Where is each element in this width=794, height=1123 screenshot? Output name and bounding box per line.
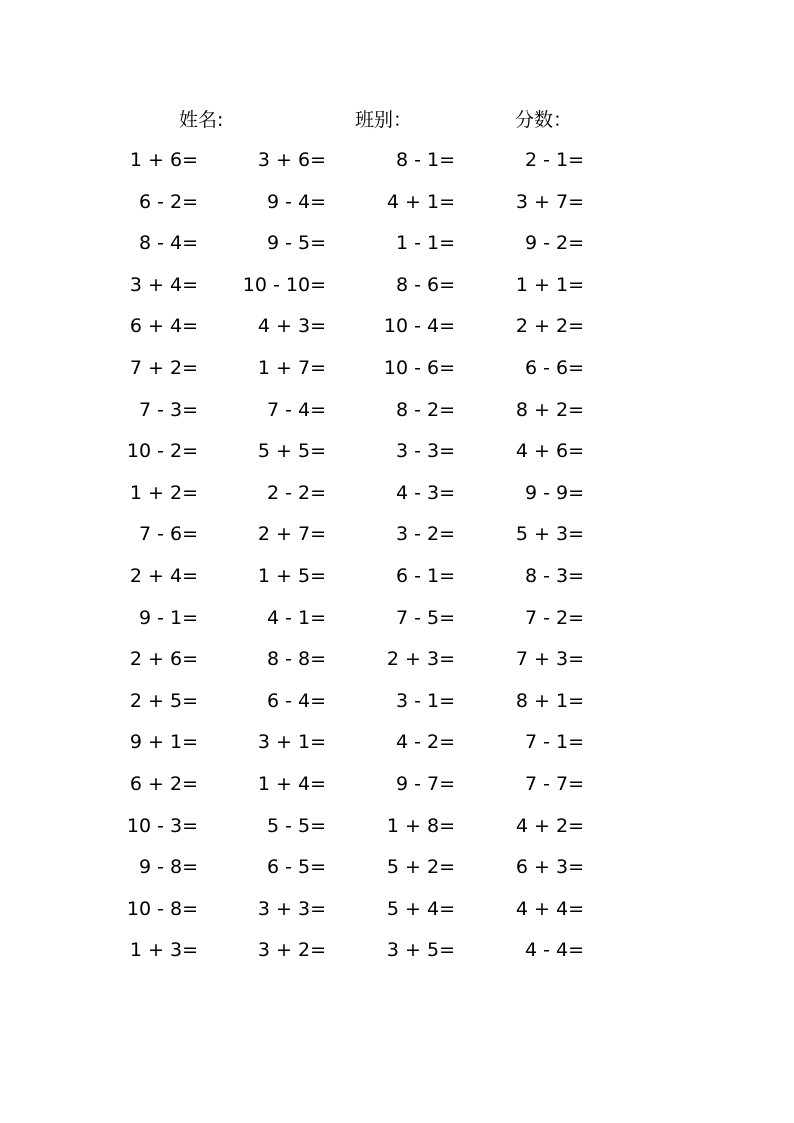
problem-r15-c4: 7 - 1= xyxy=(524,731,584,753)
problem-r10-c2: 2 + 7= xyxy=(257,523,326,545)
problem-r10-c1: 7 - 6= xyxy=(138,523,198,545)
problem-r15-c2: 3 + 1= xyxy=(257,731,326,753)
problem-r13-c2: 8 - 8= xyxy=(266,648,326,670)
problem-r5-c1: 6 + 4= xyxy=(129,315,198,337)
problem-r7-c3: 8 - 2= xyxy=(395,399,455,421)
problem-r12-c1: 9 - 1= xyxy=(138,607,198,629)
problem-r4-c2: 10 - 10= xyxy=(242,274,326,296)
problem-r16-c3: 9 - 7= xyxy=(395,773,455,795)
problem-r1-c1: 1 + 6= xyxy=(129,149,198,171)
problem-r4-c1: 3 + 4= xyxy=(129,274,198,296)
problem-r12-c4: 7 - 2= xyxy=(524,607,584,629)
problem-r14-c3: 3 - 1= xyxy=(395,690,455,712)
problem-r19-c3: 5 + 4= xyxy=(386,898,455,920)
problem-r3-c4: 9 - 2= xyxy=(524,232,584,254)
problem-r17-c4: 4 + 2= xyxy=(515,815,584,837)
problem-r10-c3: 3 - 2= xyxy=(395,523,455,545)
problem-r18-c1: 9 - 8= xyxy=(138,856,198,878)
problem-r13-c1: 2 + 6= xyxy=(129,648,198,670)
problem-r16-c4: 7 - 7= xyxy=(524,773,584,795)
problem-r20-c4: 4 - 4= xyxy=(524,939,584,961)
problem-r2-c2: 9 - 4= xyxy=(266,191,326,213)
problem-r12-c2: 4 - 1= xyxy=(266,607,326,629)
problem-r17-c2: 5 - 5= xyxy=(266,815,326,837)
problem-r11-c3: 6 - 1= xyxy=(395,565,455,587)
score-label: 分数： xyxy=(515,109,573,131)
problem-r20-c3: 3 + 5= xyxy=(386,939,455,961)
problem-r2-c4: 3 + 7= xyxy=(515,191,584,213)
problem-r6-c2: 1 + 7= xyxy=(257,357,326,379)
problem-r6-c3: 10 - 6= xyxy=(383,357,455,379)
name-label: 姓名: xyxy=(179,109,224,131)
problem-r4-c4: 1 + 1= xyxy=(515,274,584,296)
problem-r3-c2: 9 - 5= xyxy=(266,232,326,254)
problem-r19-c1: 10 - 8= xyxy=(126,898,198,920)
problem-r11-c1: 2 + 4= xyxy=(129,565,198,587)
problem-r14-c1: 2 + 5= xyxy=(129,690,198,712)
problem-r9-c3: 4 - 3= xyxy=(395,482,455,504)
problem-r20-c2: 3 + 2= xyxy=(257,939,326,961)
problem-r20-c1: 1 + 3= xyxy=(129,939,198,961)
problem-r3-c1: 8 - 4= xyxy=(138,232,198,254)
problem-r5-c4: 2 + 2= xyxy=(515,315,584,337)
problem-r6-c4: 6 - 6= xyxy=(524,357,584,379)
problem-r13-c4: 7 + 3= xyxy=(515,648,584,670)
problem-r6-c1: 7 + 2= xyxy=(129,357,198,379)
problem-r5-c2: 4 + 3= xyxy=(257,315,326,337)
problem-r15-c1: 9 + 1= xyxy=(129,731,198,753)
problem-r1-c2: 3 + 6= xyxy=(257,149,326,171)
problem-r9-c4: 9 - 9= xyxy=(524,482,584,504)
problem-r8-c4: 4 + 6= xyxy=(515,440,584,462)
class-label: 班别： xyxy=(355,109,413,131)
problem-r19-c2: 3 + 3= xyxy=(257,898,326,920)
problem-r11-c2: 1 + 5= xyxy=(257,565,326,587)
problem-r15-c3: 4 - 2= xyxy=(395,731,455,753)
problem-r14-c4: 8 + 1= xyxy=(515,690,584,712)
problem-r1-c4: 2 - 1= xyxy=(524,149,584,171)
problem-r8-c1: 10 - 2= xyxy=(126,440,198,462)
problem-r3-c3: 1 - 1= xyxy=(395,232,455,254)
problem-r4-c3: 8 - 6= xyxy=(395,274,455,296)
problem-r16-c2: 1 + 4= xyxy=(257,773,326,795)
problem-r2-c1: 6 - 2= xyxy=(138,191,198,213)
problem-r8-c2: 5 + 5= xyxy=(257,440,326,462)
problem-r19-c4: 4 + 4= xyxy=(515,898,584,920)
problem-r9-c1: 1 + 2= xyxy=(129,482,198,504)
problem-r7-c2: 7 - 4= xyxy=(266,399,326,421)
problem-r7-c4: 8 + 2= xyxy=(515,399,584,421)
problem-r18-c4: 6 + 3= xyxy=(515,856,584,878)
problem-r17-c3: 1 + 8= xyxy=(386,815,455,837)
problem-r16-c1: 6 + 2= xyxy=(129,773,198,795)
problem-r5-c3: 10 - 4= xyxy=(383,315,455,337)
problem-r18-c3: 5 + 2= xyxy=(386,856,455,878)
problem-r7-c1: 7 - 3= xyxy=(138,399,198,421)
problem-r10-c4: 5 + 3= xyxy=(515,523,584,545)
problem-r14-c2: 6 - 4= xyxy=(266,690,326,712)
problem-r9-c2: 2 - 2= xyxy=(266,482,326,504)
problem-r2-c3: 4 + 1= xyxy=(386,191,455,213)
problem-r1-c3: 8 - 1= xyxy=(395,149,455,171)
problem-r8-c3: 3 - 3= xyxy=(395,440,455,462)
problem-r13-c3: 2 + 3= xyxy=(386,648,455,670)
problem-r17-c1: 10 - 3= xyxy=(126,815,198,837)
problem-r18-c2: 6 - 5= xyxy=(266,856,326,878)
problem-r11-c4: 8 - 3= xyxy=(524,565,584,587)
problem-r12-c3: 7 - 5= xyxy=(395,607,455,629)
